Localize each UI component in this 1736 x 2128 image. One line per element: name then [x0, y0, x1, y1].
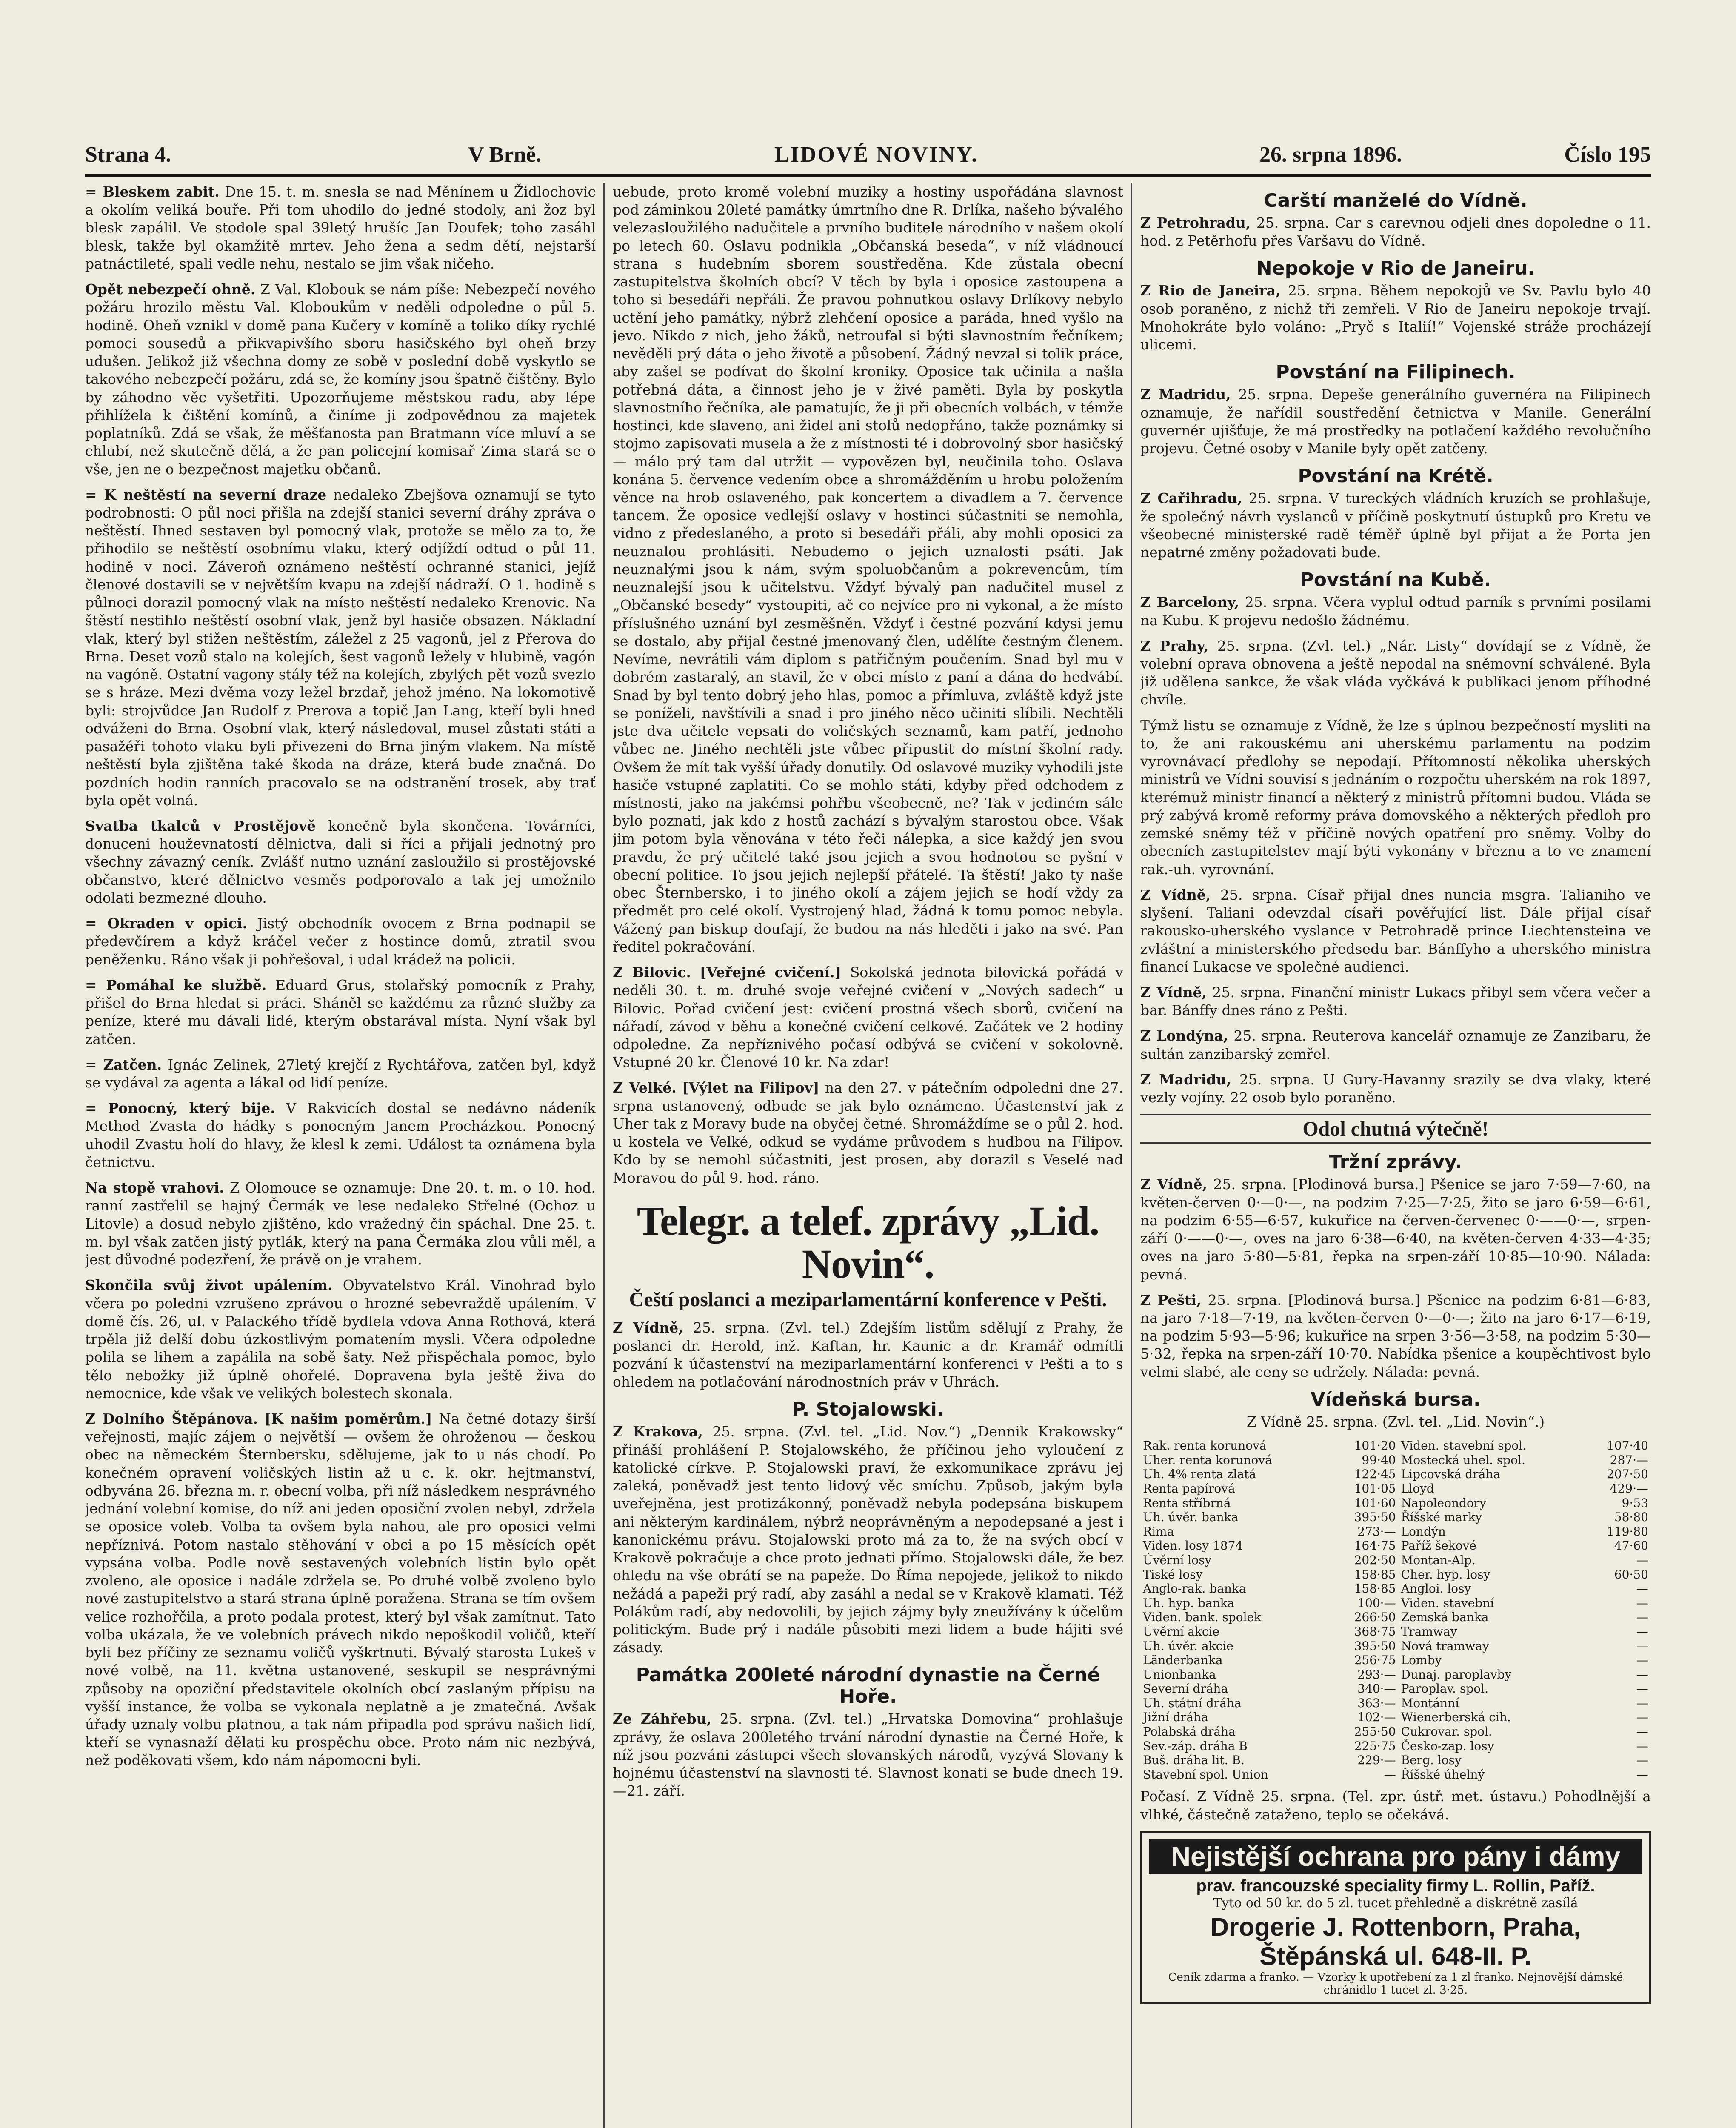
bourse-price: 273·— [1357, 1524, 1396, 1539]
article-headline: = Bleskem zabit. [85, 183, 220, 200]
bourse-security: Říšské úhelný [1401, 1767, 1485, 1782]
article-headline: = Zatčen. [85, 1056, 162, 1073]
bourse-price: 101·60 [1354, 1496, 1396, 1510]
bourse-price: 255·50 [1354, 1725, 1396, 1739]
article-dateline: Z Krakova, [613, 1423, 703, 1440]
bourse-price: 287·— [1610, 1453, 1648, 1467]
bourse-security: Buš. dráha lit. B. [1143, 1753, 1245, 1768]
bourse-security: Renta papírová [1143, 1481, 1235, 1496]
article [613, 964, 1123, 1071]
bourse-row [1140, 1610, 1651, 1625]
bourse-security: Rak. renta korunová [1143, 1439, 1267, 1453]
section-heading: Carští manželé do Vídně. [1264, 190, 1528, 212]
bourse-price: — [1636, 1596, 1648, 1610]
article [1140, 1176, 1651, 1283]
bourse-security: Unionbanka [1143, 1667, 1216, 1682]
bourse-security: Londýn [1401, 1524, 1446, 1539]
bourse-security: Viden. stavební [1401, 1596, 1494, 1610]
bourse-row [1140, 1625, 1651, 1639]
article-dateline: Ze Záhřebu, [613, 1710, 712, 1728]
bourse-price: 60·50 [1614, 1567, 1648, 1582]
article [85, 1056, 596, 1092]
article-body: 25. srpna. Finanční ministr Lukacs přibyl sem včera večer a bar. Bánffy dnes ráno z Pešti. [1140, 984, 1651, 1019]
advertisement [1140, 1831, 1651, 2004]
bourse-security: Viden. losy 1874 [1143, 1539, 1243, 1553]
article-body: Z Val. Klobouk se nám píše: Nebezpečí nového požáru hrozilo městu Val. Kloboukům v neděli odpoledne o půl 5. hodině. Oheň vznikl v domě pana Kučery v komíně a toliko díky rychlé pomoci sousedů a přikvapivšího sboru hasičského byl oheň brzy udušen. Jelikož již všechna domy ze sobě v poslední době vyskytlo se takového nebezpečí požáru, zdá se, že komíny jsou špatně čištěny. Bylo by záhodno věc vyšetřiti. Upozorňujeme městskou radu, aby lépe přihlížela k čištění komínů, a činíme ji zodpovědnou za majetek poplatníků. Zdá se však, že měšťanosta pan Bratmann více mluví a se chlubí, než skutečně dělá, a že pan policejní komisař Zima stará se o vše, jen ne o bezpečnost majetku občanů. [85, 281, 596, 478]
bourse-row [1140, 1567, 1651, 1582]
bourse-price: 363·— [1357, 1696, 1396, 1710]
bourse-price: 100·— [1357, 1596, 1396, 1610]
article [1140, 386, 1651, 458]
bourse-price: 101·20 [1354, 1439, 1396, 1453]
article-headline: = Okraden v opici. [85, 915, 247, 932]
bourse-security: Uh. úvěr. akcie [1143, 1639, 1233, 1653]
article-headline: Na stopě vrahovi. [85, 1179, 224, 1196]
bourse-row [1140, 1596, 1651, 1610]
article [85, 1410, 596, 1770]
article-body: 25. srpna. Včera vyplul odtud parník s prvními posilami na Kubu. K projevu nedošlo žádnému. [1140, 594, 1651, 629]
bourse-security: Angloi. losy [1401, 1582, 1471, 1596]
ad-footnote: Ceník zdarma a franko. — Vzorky k upotřebení za 1 zl franko. Nejnovější dámské chránidlo 1 tucet zl. 3·25. [1168, 1971, 1623, 1996]
bourse-price: 266·50 [1354, 1610, 1396, 1625]
article-body: Sokolská jednota bilovická pořádá v neděli 30. t. m. druhé svoje veřejné cvičení v „Nových sadech“ u Bilovic. Pořad cvičení jest: cvičení prostná všech sborů, cvičení na nářadí, závod v běhu a konečné cvičení celkové. Začátek ve 2 hodiny odpoledne. Za nepříznivého počasí odbývá se cvičení v sokolovně. Vstupné 20 kr. Členové 10 kr. Na zdar! [613, 964, 1123, 1071]
bourse-row [1140, 1439, 1651, 1453]
bourse-row [1140, 1467, 1651, 1482]
article-dateline: Z Prahy, [1140, 637, 1209, 654]
bourse-security: Renta stříbrná [1143, 1496, 1231, 1510]
article [85, 280, 596, 478]
article [613, 1319, 1123, 1391]
ad-price: Tyto od 50 kr. do 5 zl. tucet přehledně a diskrétně zasílá [1213, 1895, 1578, 1911]
bourse-security: Uh. hyp. banka [1143, 1596, 1235, 1610]
article [1140, 717, 1651, 878]
bourse-price: — [1636, 1624, 1648, 1639]
article-body: 25. srpna. (Zvl. tel. „Lid. Nov.“) „Dennik Krakowsky“ přináší prohlášení P. Stojalowského, že příčinou jeho vyloučení z katolické církve. P. Stojalowski praví, že exkomunikace zprávu jej zaleká, poněvadž jest tento lidový věc smíchu. Způsob, jakým byla uveřejněna, jest protizákonný, poněvadž nebyla podepsána biskupem ani některým kardinálem, nýbrž neoprávněným a nepodepsané a jest i kanonickému právu. Stojalowski proto má za to, že na svých obcí v Krakově pokračuje a chce proto jednati přímo. Stojalowski dále, že bez ohledu na vše obrátí se na papeže. Do Říma nepojede, jelikož to nikdo nežádá a papeži prý radí, aby zasáhl a nedal se v Krakově klamati. Též Polákům radí, aby nedovolili, by jejich zájmy byly zneužívány k účelům politickým. Bude prý i nadále působiti mezi lidem a bude hájiti své zásady. [613, 1423, 1123, 1656]
article-body: 25. srpna. Depeše generálního guvernéra na Filipinech oznamuje, že nařídil soustředění četnictva v Manile. Generální guvernér ujišťuje, že má prostředky na potlačení každého revolučního projevu. Četné osoby v Manile byly opět zatčeny. [1140, 386, 1651, 457]
article-body: 25. srpna. V tureckých vládních kruzích se prohlašuje, že společný návrh vyslanců v příčině poskytnutí ústupků pro Kretu ve všeobecné ministerské radě téměř úplně byl přijat a že Porta jen nepatrné změny požadovati bude. [1140, 490, 1651, 561]
page-number: Strana 4. [85, 143, 171, 167]
bourse-price: — [1636, 1739, 1648, 1753]
issue-number: Číslo 195 [1564, 143, 1651, 167]
article-headline: = K neštěstí na severní draze [85, 486, 327, 503]
bourse-security: Montánní [1401, 1696, 1459, 1710]
bourse-row [1140, 1753, 1651, 1768]
column-left [85, 183, 596, 2128]
article [1140, 489, 1651, 561]
article-dateline: Z Vídně, [613, 1319, 683, 1336]
bourse-price: — [1636, 1753, 1648, 1768]
article [85, 1179, 596, 1269]
article [85, 1099, 596, 1171]
bourse-security: Länderbanka [1143, 1653, 1223, 1668]
bourse-security: Zemská banka [1401, 1610, 1489, 1625]
section-heading: Povstání na Kubě. [1300, 569, 1491, 591]
bourse-row [1140, 1639, 1651, 1653]
column-rule [603, 183, 605, 2128]
newspaper-page [85, 136, 1651, 2128]
issue-date: 26. srpna 1896. [1259, 143, 1402, 167]
bourse-security: Úvěrní akcie [1143, 1624, 1220, 1639]
bourse-security: Paroplav. spol. [1401, 1682, 1488, 1696]
article-body: Eduard Grus, stolařský pomocník z Prahy, přišel do Brna hledat si práci. Sháněl se každému za různé služby za peníze, které mu dávali lidé, kterým obstarával místa. Nyní však byl zatčen. [85, 976, 596, 1047]
article [1140, 886, 1651, 976]
bourse-heading: Vídeňská bursa. [1311, 1388, 1481, 1410]
article [613, 183, 1123, 956]
bourse-security: Lloyd [1401, 1481, 1434, 1496]
article [1140, 214, 1651, 250]
bourse-price: 340·— [1357, 1682, 1396, 1696]
bourse-security: Jižní dráha [1143, 1710, 1208, 1725]
article-body: 25. srpna. Car s carevnou odjeli dnes dopoledne o 11. hod. z Petěrhofu přes Varšavu do Vídně. [1140, 215, 1651, 249]
bourse-security: Česko-zap. losy [1401, 1739, 1494, 1753]
article-body: na den 27. v pátečním odpoledni dne 27. srpna ustanovený, odbude se jak bylo oznámeno. Účastenství jak z Uher tak z Moravy bude na obyčej četné. Shromáždíme se o půl 2. hod. u kostela ve Velké, odkud se vydáme průvodem s hudbou na Filipov. Kdo by se nemohl súčastniti, jest prosen, aby dorazil s Veselé nad Moravou do půl 9. hod. ráno. [613, 1079, 1123, 1186]
bourse-row [1140, 1710, 1651, 1725]
bourse-row [1140, 1510, 1651, 1524]
article-body: Na četné dotazy širší veřejnosti, majíc zájem o největší — ovšem že ohroženou — českou obec na německém Šternbersku, sdělujeme, jak to u nás chodí. Po konečném opravení voličských listin až u c. k. okr. hejtmanství, odbyvána 26. března m. r. obecní volba, při níž následkem nesprávného jednání volební komise, do níž ani jeden oposiční zvolen nebyl, zdržela se oposice voleb. Volba ta ovšem byla nahou, ale pro oposici velmi nepříznivá. Potom nastalo stěhování v obci a po 15 měsících opět vypsána volba. Podle nově sestavených volebních listin bylo opět zvoleno, ale oposice i nadále zdržela se. Po druhé volbě zvoleno bylo nové zastupitelstvo a stará strana úplně poražena. Strana se tím ovšem velice rozhořčila, a proto podala protest, který byl však zamítnut. Tato volba ukázala, že ve volebních právech nikdo nepoškodil voličů, kteří byli bez příčiny ze seznamu voličů vyškrtnuti. Bývalý starosta Lukeš v nové volbě, na 11. května ustanovené, seskupil se nesprávnými způsoby na opoziční představitele okolních obcí zaslaným přípisu na vyšší instance, že volba se vykonala neplatně a je zmatečná. Avšak úřady uznaly volbu platnou, a tak nám připadla pod správu našich lidí, kteří se vynasnaží dělati ku prospěchu obce. Proto nám nic nezbývá, než poděkovati všem, kdo nám nápomocni byli. [85, 1410, 596, 1769]
bourse-security: Lipcovská dráha [1401, 1467, 1501, 1482]
bourse-price: 229·— [1357, 1753, 1396, 1768]
article-dateline: Z Madridu, [1140, 386, 1231, 403]
bourse-security: Viden. bank. spolek [1143, 1610, 1262, 1625]
article [1140, 637, 1651, 709]
bourse-security: Uh. úvěr. banka [1143, 1510, 1239, 1524]
bourse-security: Uh. 4% renta zlatá [1143, 1467, 1256, 1482]
bourse-price: 368·75 [1354, 1624, 1396, 1639]
section-heading: Nepokoje v Rio de Janeiru. [1256, 257, 1535, 280]
article-body: 25. srpna. U Gury-Havanny srazily se dva vlaky, které vezly vojíny. 22 osob bylo poraněno. [1140, 1071, 1651, 1106]
article-dateline: Z Madridu, [1140, 1071, 1231, 1088]
bourse-security: Mostecká uhel. spol. [1401, 1453, 1525, 1467]
telegram-subheading: Čeští poslanci a meziparlamentární konference v Pešti. [629, 1288, 1107, 1311]
article-headline: [Veřejné cvičení.] [700, 964, 842, 981]
article-dateline: Z Vídně, [1140, 886, 1211, 903]
bourse-price: — [1636, 1710, 1648, 1725]
bourse-price: 122·45 [1354, 1467, 1396, 1482]
bourse-row [1140, 1582, 1651, 1596]
bourse-price: 293·— [1357, 1667, 1396, 1682]
bourse-price: 101·05 [1354, 1481, 1396, 1496]
bourse-price: 47·60 [1614, 1539, 1648, 1553]
bourse-price: — [1636, 1553, 1648, 1567]
stojalowski-heading: P. Stojalowski. [792, 1399, 944, 1421]
bourse-row [1140, 1524, 1651, 1539]
bourse-price: 225·75 [1354, 1739, 1396, 1753]
article [85, 1276, 596, 1402]
bourse-security: Říšské marky [1401, 1510, 1482, 1524]
telegram-heading: Telegr. a telef. zprávy „Lid. Novin“. [637, 1198, 1099, 1287]
article [85, 915, 596, 969]
weather-report: Počasí. Z Vídně 25. srpna. (Tel. zpr. ústř. met. ústavu.) Pohodlnější a vlhké, částečně zataženo, teplo se očekává. [1140, 1788, 1651, 1823]
bourse-security: Tramway [1401, 1624, 1457, 1639]
bourse-security: Cukrovar. spol. [1401, 1725, 1492, 1739]
article-headline: = Ponocný, který bije. [85, 1100, 275, 1117]
bourse-price: 395·50 [1354, 1639, 1396, 1653]
article-body: 25. srpna. Reuterova kancelář oznamuje ze Zanzibaru, že sultán zanzibarský zemřel. [1140, 1027, 1651, 1062]
article-body: nedaleko Zbejšova oznamují se tyto podrobnosti: O půl noci přišla na zdejší stanici severní dráhy zpráva o neštěstí. Ihned sestaven byl pomocný vlak, protože se mělo za to, že přihodilo se neštěstí osobnímu vlaku, který odjíždí odtud o půl 11. hodině v noci. Záveroň oznámeno neštěstí ochranné stanici, jejíž členové dostavili se v největším kvapu na zdejší nádraží. O 1. hodině s půlnoci dorazil pomocný vlak na místo neštěstí nedaleko Krenovic. Na štěstí nestihlo neštěstí osobní vlak, jenž byl hasiče obsazen. Nákladní vlak, který byl stižen neštěstím, záležel z 25 vagonů, jel z Přerova do Brna. Deset vozů stalo na kolejích, šest vagonů ležely v hlubině, vagón na vagóně. Ostatní vagony stály též na kolejích, zbylých pět vozů svezlo se s hráze. Mezi dvěma vozy ležel brzdař, jehož jméno. Na lokomotivě byli: strojvůdce Jan Rudolf z Prerova a topič Jan Lang, kteří byli hned odváženi do Brna. Osobní vlak, který následoval, musel zůstati státi a pasažéři tohoto vlaku byli přivezeni do Brna jiným vlakem. Na místě neštěstí byla zjištěna také škoda na dráze, která bude značná. Do pozdních hodin ranních pracovalo se na odstranění trosek, aby trať byla opět volná. [85, 486, 596, 809]
bourse-security: Berg. losy [1401, 1753, 1462, 1768]
bourse-price: 256·75 [1354, 1653, 1396, 1668]
ad-product: prav. francouzské speciality firmy L. Rollin, Paříž. [1196, 1876, 1595, 1895]
bourse-security: Montan-Alp. [1401, 1553, 1476, 1567]
article [1140, 1291, 1651, 1381]
article-dateline: Z Cařihradu, [1140, 490, 1242, 507]
bourse-security: Anglo-rak. banka [1143, 1582, 1246, 1596]
bourse-row [1140, 1653, 1651, 1668]
article-dateline: Z Petrohradu, [1140, 215, 1251, 231]
article-dateline: Z Vídně, [1140, 984, 1207, 1001]
newspaper-title: LIDOVÉ NOVINY. [774, 143, 979, 167]
bourse-price: 58·80 [1614, 1510, 1648, 1524]
article-body: Týmž listu se oznamuje z Vídně, že lze s úplnou bezpečností mysliti na to, že ani rakouskému ani uherskému parlamentu na podzim vyrovnávací předlohy se nepodají. Přítomností několika uherských ministrů ve Vídni souvisí s jednáním o rozpočtu uherském na rok 1897, kterémuž ministr financí a některý z ministrů přítomni budou. Vláda se prý zabývá kromě reformy práva domovského a některých předloh pro zemské sněmy též v příčině nových opatření pro sněmy. Volby do obecních zastupitelstev mají býti vykonány v březnu a to ve znamení rak.-uh. vyrovnání. [1140, 717, 1651, 878]
article-body: 25. srpna. [Plodinová bursa.] Pšenice se jaro 7·59—7·60, na květen-červen 0·—0·—, na podzim 7·25—7·25, žito se jaro 6·59—6·61, na podzim 6·55—6·57, kukuřice na červen-červenec 0·——0·—, srpen-září 0·——0·—, oves na jaro 6·38—6·40, na květen-červen 4·33—4·35; oves na jaro 5·80—5·81, řepka na srpen-září 10·85—10·90. Nálada: pevná. [1140, 1176, 1651, 1283]
article [613, 1079, 1123, 1187]
bourse-security: Stavební spol. Union [1143, 1767, 1268, 1782]
bourse-security: Cher. hyp. losy [1401, 1567, 1490, 1582]
article-dateline: Z Dolního Štěpánova. [85, 1410, 258, 1427]
place-line: V Brně. [468, 143, 542, 167]
article-body: Jistý obchodník ovocem z Brna podnapil se předevčírem a když kráčel večer z hostince domů, ztratil svou peněženku. Ráno však ji pohřešoval, i udal krádež na policii. [85, 915, 596, 968]
article [1140, 1027, 1651, 1063]
article-body: 25. srpna. (Zvl. tel.) „Nár. Listy“ dovídají se z Vídně, že volební oprava obnovena a ještě nepodal na sněmovní schválené. Byla již udělena sankce, že však vláda vyčkává k publikaci jenom příhodné chvíle. [1140, 637, 1651, 708]
bourse-security: Dunaj. paroplavby [1401, 1667, 1512, 1682]
bourse-security: Rima [1143, 1524, 1174, 1539]
section-heading: Povstání na Filipinech. [1276, 361, 1516, 383]
article-headline: Opět nebezpečí ohně. [85, 281, 256, 298]
section-heading: Povstání na Krétě. [1298, 465, 1493, 487]
bourse-subheading: Z Vídně 25. srpna. (Zvl. tel. „Lid. Novin“.) [1246, 1413, 1545, 1430]
bourse-price: — [1636, 1610, 1648, 1625]
bourse-price: — [1636, 1696, 1648, 1710]
bourse-security: Nová tramway [1401, 1639, 1489, 1653]
bourse-price: 9·53 [1622, 1496, 1648, 1510]
bourse-security: Úvěrní losy [1143, 1553, 1212, 1567]
bourse-price: 107·40 [1607, 1439, 1648, 1453]
article-dateline: Z Barcelony, [1140, 594, 1239, 611]
bourse-price: — [1636, 1639, 1648, 1653]
article-dateline: Z Bilovic. [613, 964, 691, 981]
bourse-security: Tiské losy [1143, 1567, 1203, 1582]
article-body: 25. srpna. [Plodinová bursa.] Pšenice na podzim 6·81—6·83, na jaro 7·18—7·19, na květen-červen 0·—0·—; žito na jaro 6·17—6·19, na podzim 5·93—5·96; kukuřice na srpen 3·56—3·58, na podzim 5·30—5·32, řepka na srpen-září 10·70. Nabídka pšenice a koupěchtivost bylo velmi slabé, ale ceny se udržely. Nálada: pevná. [1140, 1291, 1651, 1380]
bourse-security: Paříž šekové [1401, 1539, 1476, 1553]
article-body: V Rakvicích dostal se nedávno nádeník Method Zvasta do hádky s ponocným Janem Procházkou. Ponocný uhodil Zvastu holí do hlavy, že klesl k zemi. Událost ta oznámena byla četnictvu. [85, 1100, 596, 1170]
bourse-row [1140, 1539, 1651, 1553]
column-middle [613, 183, 1123, 2128]
article-headline: [K našim poměrům.] [264, 1410, 432, 1427]
bourse-price: 395·50 [1354, 1510, 1396, 1524]
article-body: 25. srpna. (Zvl. tel.) Zdejším listům sdělují z Prahy, že poslanci dr. Herold, inž. Kaftan, hr. Kaunic a dr. Kramář odmítli pozvání k účastenství na meziparlamentární konferenci v Pešti a to s ohledem na potlačování národnostních práv v Uhrách. [613, 1319, 1123, 1390]
article-body: Obyvatelstvo Král. Vinohrad bylo včera po poledni vzrušeno zprávou o hrozné sebevraždě upálením. V domě čís. 26, ul. v Palackého třídě bydlela vdova Anna Rothová, která trpěla již delší dobu úzkostlivým pomatením mysli. Včera odpoledne polila se lihem a zapálila na sobě šaty. Než přispěchala pomoc, bylo tělo nebožky již úplně ohořelé. Dopravena byla ještě živa do nemocnice, kde však ve velikých bolestech skonala. [85, 1277, 596, 1402]
dynasty-heading: Památka 200leté národní dynastie na Černé Hoře. [636, 1664, 1100, 1708]
article [1140, 282, 1651, 354]
article [1140, 984, 1651, 1019]
article-dateline: Z Velké. [613, 1079, 677, 1096]
bourse-security: Sev.-záp. dráha B [1143, 1739, 1248, 1753]
bourse-price: 164·75 [1354, 1539, 1396, 1553]
bourse-price: — [1636, 1725, 1648, 1739]
bourse-row [1140, 1453, 1651, 1467]
bourse-price: 158·85 [1354, 1582, 1396, 1596]
ad-shop: Drogerie J. Rottenborn, Praha, Štěpánská ul. 648-II. P. [1210, 1912, 1581, 1971]
bourse-price: — [1384, 1767, 1396, 1782]
masthead [85, 136, 1651, 177]
bourse-price: 158·85 [1354, 1567, 1396, 1582]
bourse-price: 429·— [1610, 1481, 1648, 1496]
article [85, 486, 596, 809]
article [613, 1710, 1123, 1800]
bourse-row [1140, 1696, 1651, 1710]
article-body: uebude, proto kromě volební muziky a hostiny uspořádána slavnost pod záminkou 20leté památky úmrtního dne R. Drlíka, našeho bývalého velezasloužilého nadučitele a prvního buditele národního v našem okolí po letech 60. Oslavu podnikla „Občanská beseda“, v níž vládnoucí strana s hudebním sborem soustředěna. Kde zůstala obecní zastupitelstva školních obcí? V těch by byla i oposice zastoupena a toho si besedáři nepřáli. Že pravou pohnutkou oslavy Drlíkovy nebylo uctění jeho památky, nýbrž zlehčení oposice a paráda, hned vyšlo na jevo. Nikdo z nich, jeho žáků, netroufal si býti slavnostním řečníkem; nevěděli prý dáta o jeho životě a působení. Žádný nevzal si tolik práce, aby zašel se podívat do školní kroniky. Oposice tak učinila a našla potřebná dáta, a činnost jeho je v živé paměti. Byla by poskytla slavnostního řečníka, ale pamatujíc, že ji při obecních volbách, v témže hostinci, kde slaveno, ani židel ani stolů nedopřáno, takže poznámky si stojmo zapisovati musela a že z místnosti té i dobrovolný sbor hasičský — málo prý tam dal utržit — vypovězen byl, neučinila toho. Oslava konána 5. července vedením obce a shromážděním u hrobu položením věnce na hrob oslaveného, pak koncertem a divadlem a 7. července tancem. Že oposice vedlejší oslavy v hostinci súčastniti se nemohla, vidno z předeslaného, a proto si besedáři přáli, aby mohli oposici za neuznalou prohlásiti. Nebudemo o jejich uznalosti psáti. Jak neuznalými jsou k nám, svým spoluobčanům a pokrevencům, tím neuznalejší jsou k učitelstvu. Vždyť bývalý pan nadučitel musel z „Občanské besedy“ vystoupiti, ač co nejvíce pro ni vykonal, a že místo příslušného uznání byl zesměšněn. Vždyť i čestné pozvání kdysi jemu se dostalo, aby přijal čestné jmenovaný člen, udělíte čestným členem. Nevíme, nevrátili vám diplom s patřičným poučením. Snad byl mu v dobrém zastaralý, an stavil, že v obci místo z paní a dána do hedvábí. Snad by byl tento dobrý jeho hlas, pomoc a přímluva, zvláště když jste se poníželi, navštívili a snad i pro jiného něco učiniti slíbili. Nechtěli jste dva učitele vepsati do voličských seznamů, kam patří, jednoho vůbec ne. Jiného nechtěli jste vůbec připustit do místní školní rady. Ovšem že mít tak vyšší úřady donutily. Od oslavové muziky vyhodili jste hasiče vstupné zaplatiti. Co se mohlo státi, kdyby před odchodem z místnosti, jako na jakémsi pohřbu všeobecně, ne? Tak v jediném sále bylo poznati, jak kdo z hostů zachází s bývalým starostou obce. Však jim potom byla věnována v této řeči nálepka, a sice každý jen svou pravdu, že prý učitelé také jsou jejich a svou hodnotou se pyšní v obecní politice. To jsou jejich nejlepší přátelé. Ta štěstí! Jako ty naše obec Šternbersko, i to jiného okolí a zájem jejich se hodí vždy za předmět pro celé okolí. Vystrojený hlad, žádná k tomu pomoc nebyla. Vážený pan biskup doufají, že budou na nás hleděti i jako na své. Pan ředitel pokračování. [613, 183, 1123, 955]
article-body: Ignác Zelinek, 27letý krejčí z Rychtářova, zatčen byl, když se vydával za agenta a lákal od lidí peníze. [85, 1056, 596, 1091]
column-right [1140, 183, 1651, 2128]
article [613, 1423, 1123, 1656]
article-headline: Skončila svůj život upálením. [85, 1277, 333, 1294]
bourse-security: Lomby [1401, 1653, 1442, 1668]
bourse-price: 119·80 [1607, 1524, 1648, 1539]
article-dateline: Z Vídně, [1140, 1176, 1208, 1193]
bourse-row [1140, 1553, 1651, 1567]
article-dateline: Z Pešti, [1140, 1291, 1202, 1308]
article-body: 25. srpna. Během nepokojů ve Sv. Pavlu bylo 40 osob poraněno, z nichž tři zemřeli. V Rio de Janeiru nepokoje trvají. Mnohokráte bylo voláno: „Pryč s Italií!“ Vojenské stráže procházejí ulicemi. [1140, 282, 1651, 353]
odol-ad-line: Odol chutná výtečně! [1140, 1114, 1651, 1144]
article-dateline: Z Londýna, [1140, 1027, 1228, 1044]
bourse-security: Polabská dráha [1143, 1725, 1236, 1739]
article-body: konečně byla skončena. Továrníci, donuceni houževnatostí dělnictva, dali si říci a přijali jednotný pro všechny závazný ceník. Zvlášť nutno uznání zasloužilo si prostějovské občanstvo, které dělnictvo vesměs podporovalo a tak jej umožnilo odolati bezmezné dlouho. [85, 817, 596, 906]
article-body: Z Olomouce se oznamuje: Dne 20. t. m. o 10. hod. ranní zastřelil se hajný Čermák ve lese nedaleko Střelné (Ochoz u Litovle) a dosud nebylo zjištěno, kdo vražedný čin spáchal. Dne 25. t. m. byl však zatčen jistý pytlák, který na pana Čermáka zlou vůli měl, a jest důvodné podezření, že právě on je vrahem. [85, 1179, 596, 1268]
bourse-row [1140, 1482, 1651, 1496]
bourse-security: Severní dráha [1143, 1682, 1228, 1696]
bourse-table [1140, 1439, 1651, 1782]
bourse-price: 99·40 [1362, 1453, 1396, 1467]
bourse-row [1140, 1682, 1651, 1696]
bourse-price: 202·50 [1354, 1553, 1396, 1567]
article [85, 183, 596, 273]
article-dateline: Z Rio de Janeira, [1140, 282, 1281, 299]
article-headline: = Pomáhal ke službě. [85, 976, 267, 993]
bourse-price: 102·— [1357, 1710, 1396, 1725]
bourse-security: Napoleondory [1401, 1496, 1486, 1510]
article [85, 976, 596, 1048]
market-heading: Tržní zprávy. [1329, 1151, 1462, 1173]
bourse-price: 207·50 [1607, 1467, 1648, 1482]
article-body: 25. srpna. (Zvl. tel.) „Hrvatska Domovina“ prohlašuje zprávy, že oslava 200letého trvání národní dynastie na Černé Hoře, k níž jsou pozváni zástupci všech slovanských národů, vyzývá Slovany k hojnému účastenství na slavnosti té. Slavnost konati se bude dnech 19.—21. září. [613, 1710, 1123, 1799]
column-rule [1131, 183, 1132, 2128]
article-body: Dne 15. t. m. snesla se nad Měnínem u Židlochovic a okolím veliká bouře. Při tom uhodilo do jedné stodoly, ani žoz byl blesk zapálil. Ve stodole spal 39letý hrušíc Jan Doufek; toho zasáhl blesk, takže byl okamžitě mrtev. Jeho žena a sedm dětí, nejstarší patnáctileté, spali vedle nehu, nestalo se jim však ničeho. [85, 183, 596, 272]
bourse-security: Uh. státní dráha [1143, 1696, 1242, 1710]
bourse-price: — [1636, 1667, 1648, 1682]
bourse-row [1140, 1668, 1651, 1682]
bourse-security: Wienerberská cih. [1401, 1710, 1511, 1725]
ad-headline: Nejistější ochrana pro pány i dámy [1149, 1839, 1642, 1874]
bourse-security: Uher. renta korunová [1143, 1453, 1272, 1467]
bourse-price: — [1636, 1582, 1648, 1596]
bourse-price: — [1636, 1767, 1648, 1782]
article [1140, 1071, 1651, 1107]
bourse-row [1140, 1739, 1651, 1753]
article-body: 25. srpna. Císař přijal dnes nuncia msgra. Talianiho ve slyšení. Taliani odevzdal císaři pověřující list. Dále přijal císař rakousko-uherského vyslance v Petrohradě prince Liechtensteina ve zvláštní a ministerského předsedu bar. Bánffyho a uherského ministra financí Lukacse ve společné audienci. [1140, 886, 1651, 975]
bourse-row [1140, 1725, 1651, 1739]
bourse-security: Viden. stavební spol. [1401, 1439, 1527, 1453]
article [1140, 593, 1651, 629]
article-headline: Svatba tkalců v Prostějově [85, 817, 316, 834]
bourse-price: — [1636, 1653, 1648, 1668]
article-headline: [Výlet na Filipov] [682, 1079, 819, 1096]
article [85, 817, 596, 907]
bourse-row [1140, 1768, 1651, 1782]
bourse-row [1140, 1496, 1651, 1510]
bourse-price: — [1636, 1682, 1648, 1696]
